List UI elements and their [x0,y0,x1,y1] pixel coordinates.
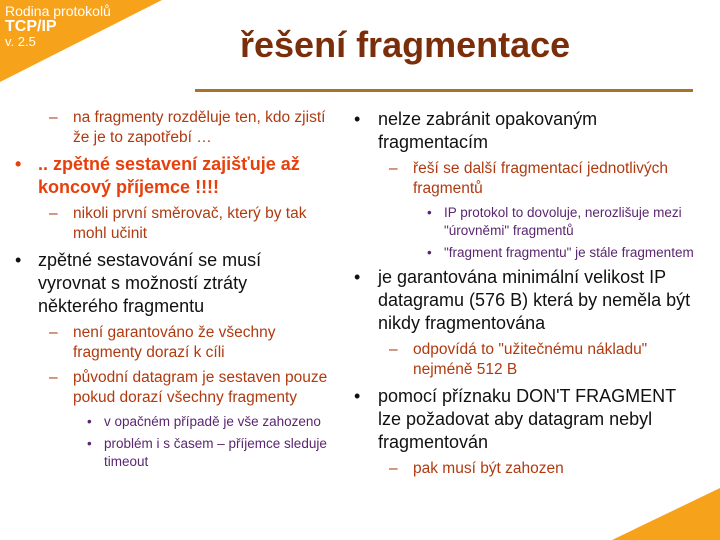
course-brand [5,4,111,49]
bullet-item [12,249,330,318]
slide-title: řešení fragmentace [240,24,571,65]
bullet-marker: • [354,386,361,406]
bullet-item [12,413,330,431]
bullet-text: "fragment fragmentu" je stále fragmentem [444,245,694,260]
bullet-item [352,385,702,454]
bullet-marker: • [87,414,92,429]
bullet-item [352,244,702,262]
bullet-marker: • [354,267,361,287]
bullet-text: odpovídá to "užitečnému nákladu" nejméně 512 B [413,341,648,378]
title-underline [195,89,693,92]
bullet-marker: • [427,245,432,260]
bullet-item [12,323,330,363]
bullet-item [12,204,330,244]
bullet-item [352,340,702,380]
bullet-text: zpětné sestavování se musí vyrovnat s možností ztráty některého fragmentu [38,250,262,316]
bullet-item [352,204,702,240]
bullet-marker: • [87,436,92,451]
bullet-item [12,435,330,471]
bullet-item [352,266,702,335]
bullet-marker: – [49,369,58,386]
brand-line-3: v. 2.5 [5,34,36,50]
right-column [352,108,702,484]
bullet-item [352,159,702,199]
left-column [12,108,330,475]
bullet-text: pomocí příznaku DON'T FRAGMENT lze požadovat aby datagram nebyl fragmentován [378,386,676,452]
bullet-marker: • [15,154,22,174]
bullet-text: původní datagram je sestaven pouze pokud dorazí všechny fragmenty [73,369,328,406]
bullet-text: je garantována minimální velikost IP datagramu (576 B) která by neměla být nikdy fragmentována [378,267,691,333]
bullet-marker: • [427,205,432,220]
bullet-item [12,108,330,148]
bullet-text: není garantováno že všechny fragmenty dorazí k cíli [73,324,276,361]
bullet-marker: – [49,109,58,126]
bullet-text: nelze zabránit opakovaným fragmentacím [378,109,598,152]
bullet-item [352,108,702,154]
bullet-item [352,459,702,479]
bullet-marker: – [389,341,398,358]
bullet-text: řeší se další fragmentací jednotlivých fragmentů [413,160,669,197]
bullet-text: nikoli první směrovač, který by tak mohl učinit [73,205,307,242]
bullet-marker: – [49,205,58,222]
corner-decoration-bottom-right [612,488,720,540]
bullet-text: na fragmenty rozděluje ten, kdo zjistí že je to zapotřebí … [73,109,326,146]
brand-line-2: TCP/IP [5,17,57,35]
bullet-text: pak musí být zahozen [413,460,564,477]
bullet-text: .. zpětné sestavení zajišťuje až koncový příjemce !!!! [38,154,300,197]
bullet-marker: • [354,109,361,129]
bullet-text: IP protokol to dovoluje, nerozlišuje mezi "úrovněmi" fragmentů [444,205,682,238]
bullet-marker: – [389,160,398,177]
bullet-text: problém i s časem – příjemce sleduje timeout [104,436,327,469]
bullet-marker: – [389,460,398,477]
bullet-marker: – [49,324,58,341]
bullet-marker: • [15,250,22,270]
bullet-item [12,153,330,199]
bullet-item [12,368,330,408]
brand-line-1: Rodina protokolů [5,3,111,19]
bullet-text: v opačném případě je vše zahozeno [104,414,321,429]
